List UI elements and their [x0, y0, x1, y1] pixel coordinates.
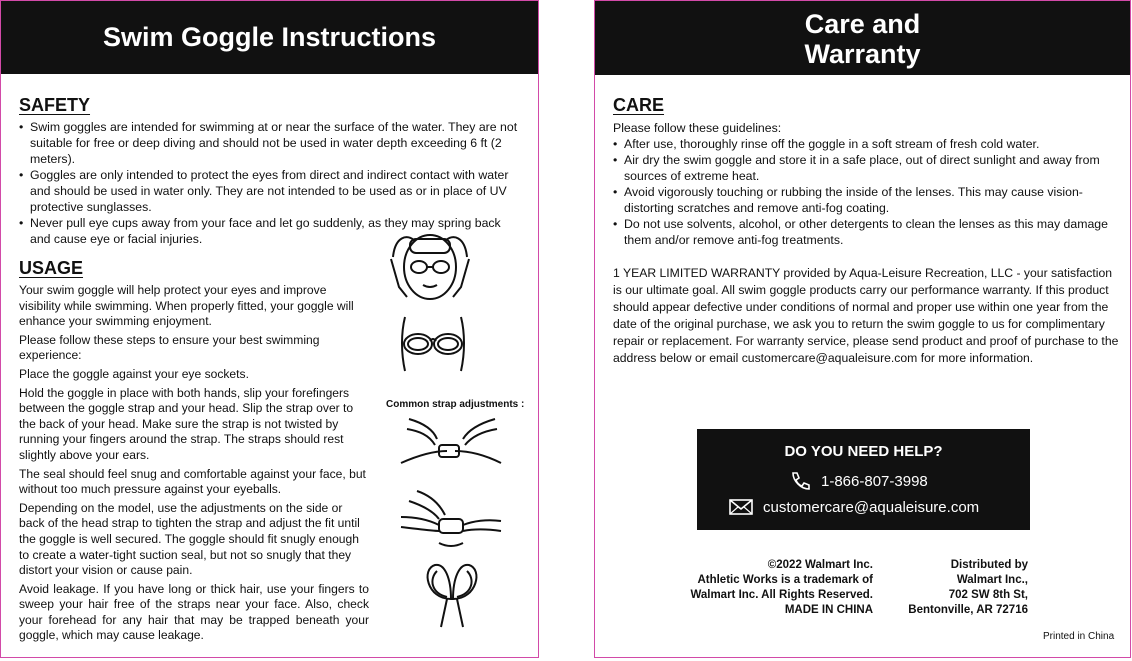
- distributor-line: Distributed by: [950, 559, 1028, 571]
- care-item: • Do not use solvents, alcohol, or other detergents to clean the lenses as this may damage them and/or remove anti-fog treatments.: [613, 216, 1118, 248]
- care-heading: CARE: [613, 95, 665, 115]
- distributor-line: 702 SW 8th St,: [948, 589, 1028, 601]
- instructions-title: Swim Goggle Instructions: [1, 1, 538, 74]
- goggles-illustration: [397, 313, 469, 375]
- care-intro: Please follow these guidelines:: [613, 121, 782, 135]
- usage-paragraph: The seal should feel snug and comfortable against your face, but without too much pressure against your eyeballs.: [19, 466, 366, 497]
- copyright-line: MADE IN CHINA: [784, 604, 873, 616]
- instructions-panel: [0, 0, 539, 658]
- safety-heading: SAFETY: [19, 95, 91, 115]
- usage-text: [19, 283, 369, 647]
- title-line-2: Warranty: [804, 39, 921, 69]
- strap-adjustment-illustration-1: [399, 415, 503, 475]
- usage-paragraph: Depending on the model, use the adjustments on the side or back of the head strap to tighten the strap and adjust the fit until the goggle is well secured. The goggle should fit snugly enough to create a water-tight suction seal, but not so snugly that they distort your vision or cause pain.: [19, 500, 360, 578]
- help-phone[interactable]: 1-866-807-3998: [821, 472, 928, 490]
- usage-paragraph: Avoid leakage. If you have long or thick hair, use your fingers to sweep your hair free of the straps near your face. Also, check your forehead for any hair that may be trapped beneath your goggle, which may cause leakage.: [19, 581, 369, 643]
- mail-icon: [729, 498, 753, 516]
- help-email-row[interactable]: [729, 498, 979, 516]
- copyright-block: [665, 558, 873, 618]
- copyright-line: Walmart Inc. All Rights Reserved.: [690, 589, 873, 601]
- strap-adjustments-caption: Common strap adjustments :: [386, 399, 525, 410]
- strap-adjustment-illustration-2: [399, 487, 503, 551]
- care-item: • Air dry the swim goggle and store it in a safe place, out of direct sunlight and away from sources of extreme heat.: [613, 152, 1118, 184]
- care-warranty-title: [595, 1, 1130, 75]
- safety-item: • Swim goggles are intended for swimming at or near the surface of the water. They are not suitable for free or deep diving and should not be used in water depth exceeding 6 ft (2 meters).: [19, 119, 524, 167]
- care-item: • Avoid vigorously touching or rubbing the inside of the lenses. This may cause vision-distorting scratches and remove anti-fog coating.: [613, 184, 1118, 216]
- usage-paragraph: Your swim goggle will help protect your eyes and improve visibility while swimming. When properly fitted, your goggle will enhance your swimming enjoyment.: [19, 283, 354, 329]
- usage-heading: USAGE: [19, 258, 84, 278]
- copyright-line: ©2022 Walmart Inc.: [767, 559, 873, 571]
- care-item: • After use, thoroughly rinse off the goggle in a soft stream of fresh cold water.: [613, 136, 1118, 152]
- help-email[interactable]: customercare@aqualeisure.com: [763, 498, 980, 516]
- distributor-block: [885, 558, 1028, 618]
- printed-in: Printed in China: [1043, 631, 1115, 642]
- distributor-line: Bentonville, AR 72716: [908, 604, 1028, 616]
- care-warranty-panel: [594, 0, 1131, 658]
- help-phone-row[interactable]: [789, 471, 928, 491]
- strap-loop-illustration: [417, 559, 487, 631]
- care-text: [613, 120, 1118, 248]
- safety-item: • Never pull eye cups away from your face and let go suddenly, as they may spring back and cause eye or facial injuries.: [19, 215, 524, 247]
- usage-paragraph: Place the goggle against your eye sockets.: [19, 366, 249, 381]
- usage-paragraph: Please follow these steps to ensure your best swimming experience:: [19, 332, 320, 363]
- help-box: [697, 429, 1030, 530]
- title-line-1: Care and: [804, 9, 921, 39]
- help-title: DO YOU NEED HELP?: [784, 443, 943, 460]
- distributor-line: Walmart Inc.,: [956, 574, 1028, 586]
- head-goggle-illustration: [385, 227, 475, 312]
- phone-icon: [789, 471, 811, 491]
- safety-item: • Goggles are only intended to protect the eyes from direct and indirect contact with water and should be used in water only. They are not intended to be used as or in place of UV protective sunglasses.: [19, 167, 524, 215]
- usage-paragraph: Hold the goggle in place with both hands, slip your forefingers between the goggle strap and your head. Slip the strap over to the back of your head. Make sure the strap is not twisted by running your fingers around the strap. The straps should rest slightly above your ears.: [19, 385, 354, 462]
- copyright-line: Athletic Works is a trademark of: [697, 574, 873, 586]
- warranty-text: 1 YEAR LIMITED WARRANTY provided by Aqua-Leisure Recreation, LLC - your satisfaction is our ultimate goal. All swim goggle products carry our performance warranty. If this product should appear defective under conditions of normal and proper use within one year from the date of the original purchase, we ask you to return the swim goggle to us for complimentary repair or replacement. For warranty service, please send product and proof of purchase to the address below or email customercare@aqualeisure.com for more information.: [613, 266, 1119, 365]
